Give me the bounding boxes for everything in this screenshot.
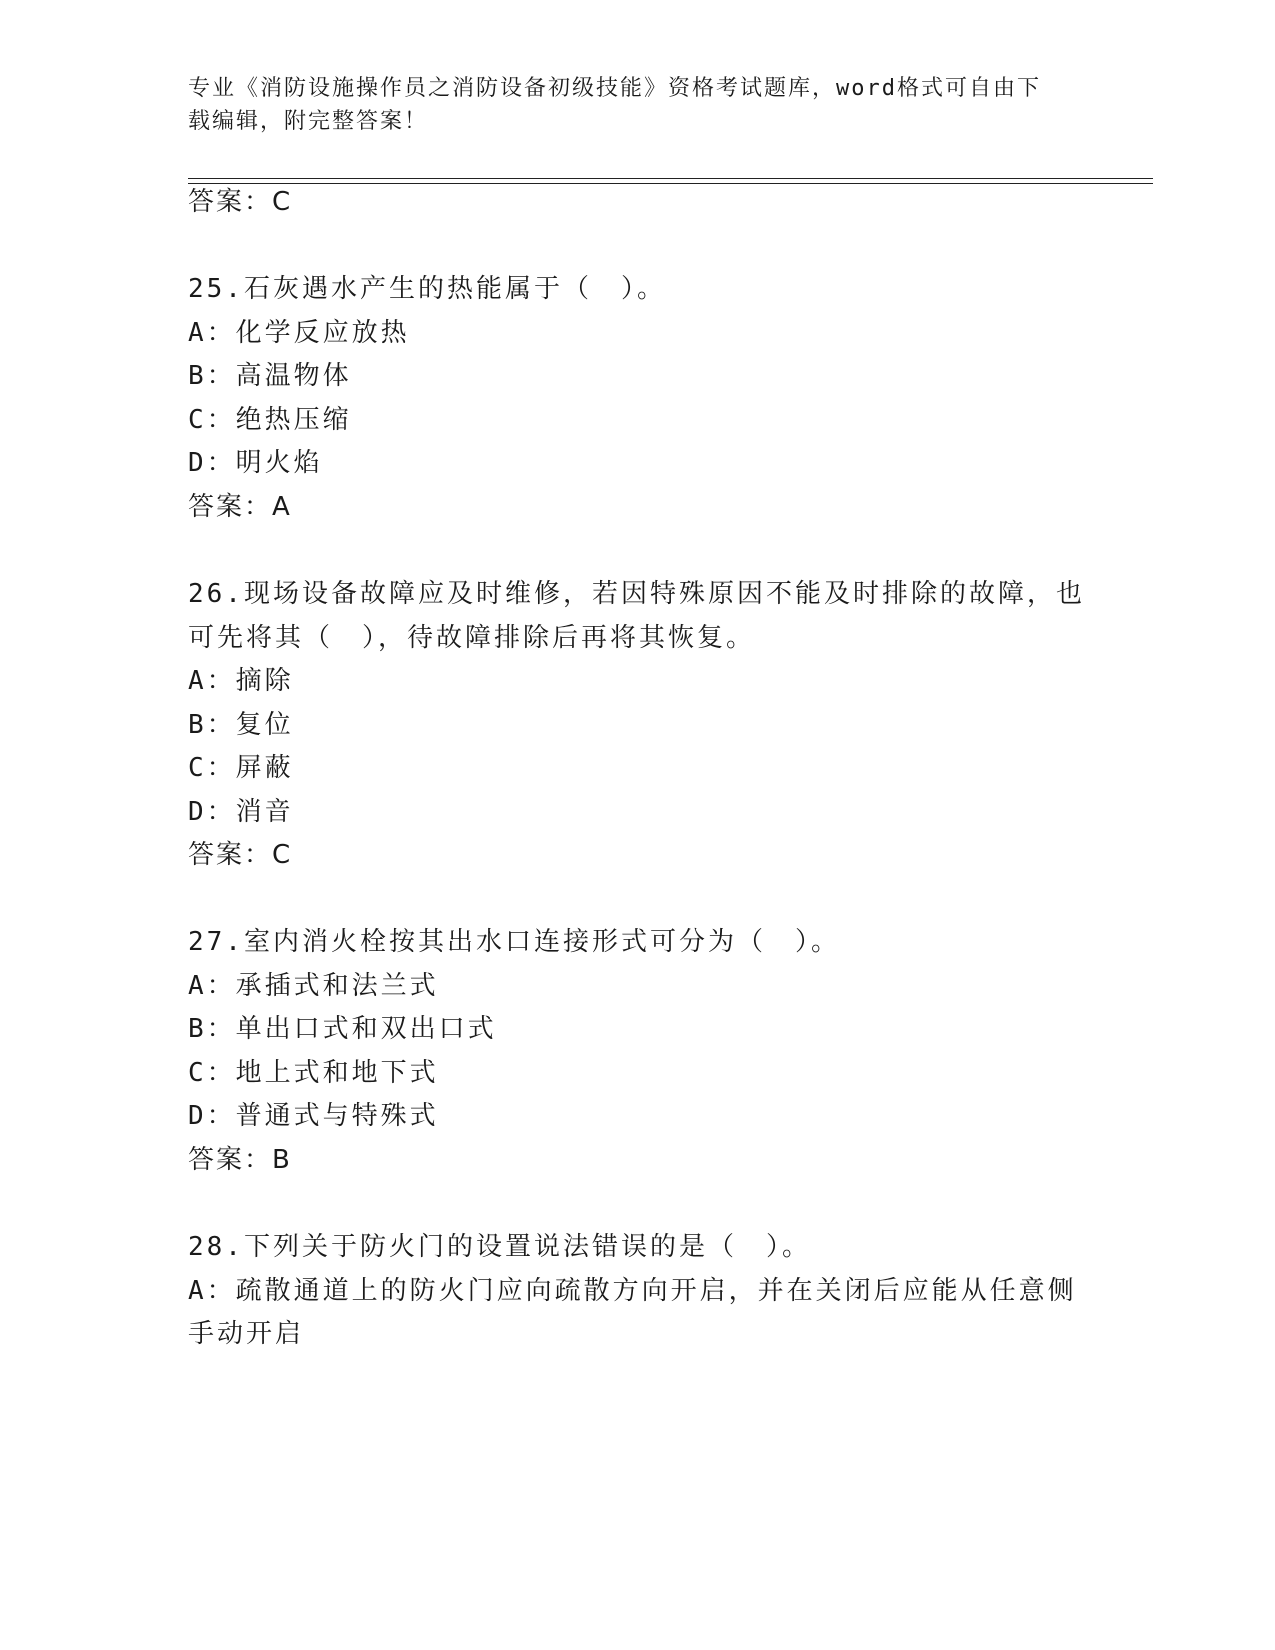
question-25-stem: 25.石灰遇水产生的热能属于（ ）。 bbox=[188, 274, 666, 304]
answer-26: 答案：C bbox=[188, 840, 293, 870]
question-28-stem: 28.下列关于防火门的设置说法错误的是（ ）。 bbox=[188, 1232, 811, 1262]
question-27-stem: 27.室内消火栓按其出水口连接形式可分为（ ）。 bbox=[188, 927, 840, 957]
question-26-stem-line-2: 可先将其（ ），待故障排除后再将其恢复。 bbox=[188, 623, 756, 653]
question-28-option-a-line-2: 手动开启 bbox=[188, 1319, 305, 1349]
answer-27: 答案：B bbox=[188, 1145, 292, 1175]
header-line-1: 专业《消防设施操作员之消防设备初级技能》资格考试题库，word格式可自由下 bbox=[188, 76, 1041, 101]
header-divider-top bbox=[188, 178, 1153, 179]
document-header bbox=[188, 72, 1068, 138]
question-27-option-c: C：地上式和地下式 bbox=[188, 1058, 439, 1088]
header-line-2: 载编辑，附完整答案！ bbox=[188, 109, 429, 134]
question-26-option-a: A：摘除 bbox=[188, 666, 294, 696]
question-25-option-b: B：高温物体 bbox=[188, 361, 352, 391]
answer-24: 答案：C bbox=[188, 187, 293, 217]
question-28-option-a-line-1: A：疏散通道上的防火门应向疏散方向开启，并在关闭后应能从任意侧 bbox=[188, 1276, 1077, 1306]
question-25-option-d: D：明火焰 bbox=[188, 448, 323, 478]
question-27-option-d: D：普通式与特殊式 bbox=[188, 1101, 439, 1131]
question-26-stem-line-1: 26.现场设备故障应及时维修，若因特殊原因不能及时排除的故障，也 bbox=[188, 579, 1085, 609]
question-27-option-b: B：单出口式和双出口式 bbox=[188, 1014, 497, 1044]
question-27-option-a: A：承插式和法兰式 bbox=[188, 971, 439, 1001]
question-25-option-c: C：绝热压缩 bbox=[188, 405, 352, 435]
question-26-option-d: D：消音 bbox=[188, 797, 294, 827]
question-26-option-b: B：复位 bbox=[188, 710, 294, 740]
question-26-option-c: C：屏蔽 bbox=[188, 753, 294, 783]
question-25-option-a: A：化学反应放热 bbox=[188, 318, 410, 348]
header-divider-bottom bbox=[188, 183, 1153, 184]
answer-25: 答案：A bbox=[188, 492, 292, 522]
